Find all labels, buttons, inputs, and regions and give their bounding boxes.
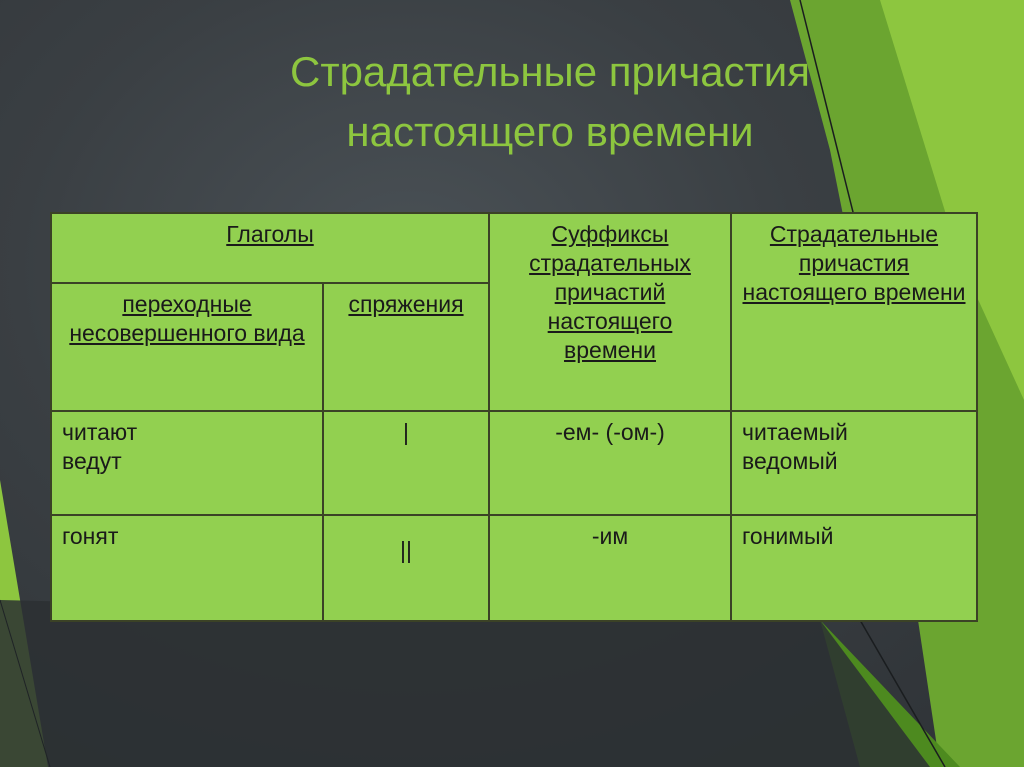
table-row bbox=[51, 515, 977, 621]
cell-conjugation: | bbox=[323, 411, 489, 515]
title-line-2: настоящего времени bbox=[346, 108, 754, 155]
table-header-row bbox=[51, 213, 977, 283]
dark-gray-lower-facet bbox=[0, 600, 930, 767]
subheader-conjugation-label: спряжения bbox=[348, 291, 464, 317]
cell-verbs: гонят bbox=[51, 515, 323, 621]
cell-participles: читаемый ведомый bbox=[731, 411, 977, 515]
cell-suffix: -ем- (-ом-) bbox=[489, 411, 731, 515]
participles-table bbox=[50, 212, 978, 622]
subheader-transitive bbox=[51, 283, 323, 411]
header-verbs bbox=[51, 213, 489, 283]
header-suffixes-label: Суффиксы страдательных причастий настоящего времени bbox=[529, 221, 691, 363]
header-participles bbox=[731, 213, 977, 411]
slide-title bbox=[140, 42, 960, 162]
cell-participles: гонимый bbox=[731, 515, 977, 621]
header-verbs-label: Глаголы bbox=[226, 221, 314, 247]
subheader-conjugation bbox=[323, 283, 489, 411]
table-row bbox=[51, 411, 977, 515]
cell-verbs: читают ведут bbox=[51, 411, 323, 515]
header-suffixes bbox=[489, 213, 731, 411]
title-line-1: Страдательные причастия bbox=[290, 48, 810, 95]
subheader-transitive-label: переходные несовершенного вида bbox=[69, 291, 305, 346]
cell-suffix: -им bbox=[489, 515, 731, 621]
header-participles-label: Страдательные причастия настоящего времени bbox=[742, 221, 966, 305]
cell-conjugation: || bbox=[323, 515, 489, 621]
